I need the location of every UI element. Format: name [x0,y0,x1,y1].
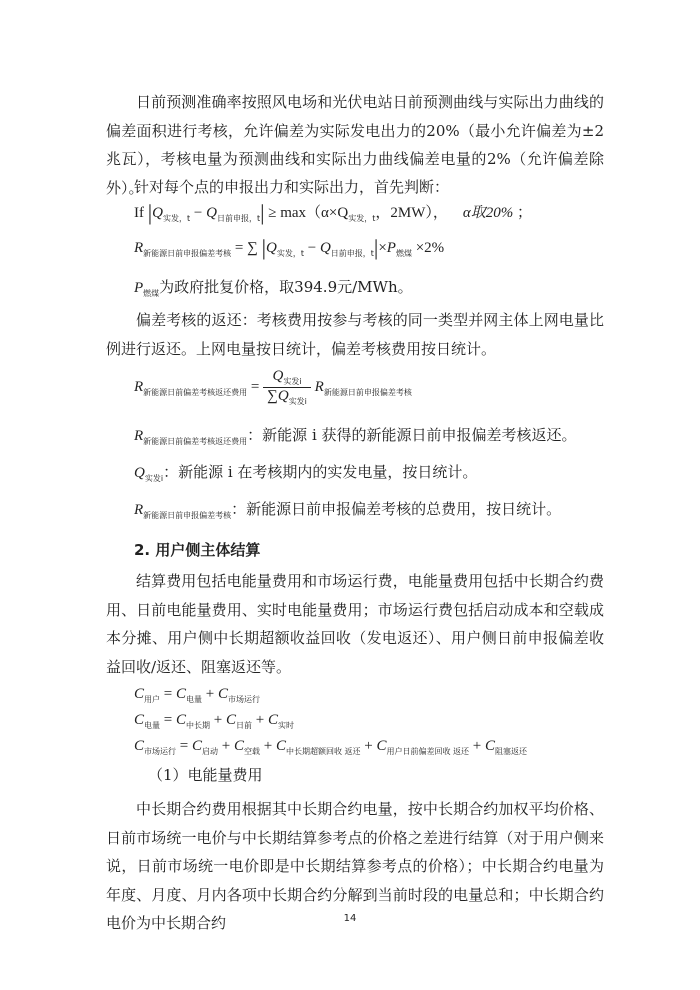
section-heading-user-settlement: 2. 用户侧主体结算 [134,541,261,559]
q-actual-subscript: 实发，t [276,249,304,258]
r-return-subscript: 新能源日前偏差考核返还费用 [143,437,248,446]
formula-user-cost: $C_{用户} = C_{电量} + C_{市场运行}$ [134,686,260,704]
q-declared-subscript: 日前申报，t [330,249,374,258]
formula-market-cost: $C_{市场运行} = C_{启动} + C_{空载} + C_{中长期超额回收 返还} + C_{用户日前偏差回收 返还} + C_{阻塞返还}$ [134,738,528,756]
c-longterm-subscript: 中长期 [186,721,210,730]
c-market-subscript: 市场运行 [227,695,260,704]
r-total-subscript: 新能源日前申报偏差考核 [323,387,412,397]
r-subscript: 新能源日前申报偏差考核 [143,249,232,258]
c-noload-subscript: 空载 [243,747,260,756]
page-number: 14 [343,913,357,924]
q-declared-subscript: 日前申报，t [216,214,261,223]
numerator-subscript: 实发i [283,377,302,386]
paragraph-return-rule: 偏差考核的返还：考核费用按参与考核的同一类型并网主体上网电量比例进行返还。上网电量按日统计，偏差考核费用按日统计。 [106,311,604,358]
subheading-energy-fee: （1）电能量费用 [148,766,263,784]
paragraph-accuracy-assessment: 日前预测准确率按照风电场和光伏电站日前预测曲线与实际出力曲线的偏差面积进行考核，允许偏差为实际发电出力的20%（最小允许偏差为±2兆瓦），考核电量为预测曲线和实际出力曲线偏差电量的2%（允许偏差除外）。 [106,93,604,197]
c-user-subscript: 用户 [144,695,161,704]
fraction: $\frac{Q_{实发i}}{\sum Q_{实发i}}$ [263,368,311,407]
definition-total-fee: $R_{新能源日前申报偏差考核}$：新能源日前申报偏差考核的总费用，按日统计。 [134,500,562,520]
denominator-subscript: 实发i [288,397,307,406]
formula-semicolon: ； [516,205,532,221]
definition-text: ：新能源日前申报偏差考核的总费用，按日统计。 [231,500,562,518]
c-market-subscript: 市场运行 [144,747,177,756]
coal-price-text: 为政府批复价格，取394.9元/MWh。 [159,278,413,296]
r-return-subscript: 新能源日前偏差考核返还费用 [143,387,248,397]
c-excess-subscript: 中长期超额回收 返还 [285,747,361,756]
c-dayahead-subscript: 日前 [235,721,252,730]
rhs-subscript: 实发，t [348,214,376,223]
if-keyword: If [134,205,144,221]
q-subscript: 实发i [144,474,164,483]
paragraph-coal-price: $P_{燃煤}$为政府批复价格，取394.9元/MWh。 [134,278,413,298]
c-energy-subscript: 电量 [144,721,161,730]
formula-deviation-condition: If $|Q_{实发,t} - Q_{日前申报,t}| \ge \max(\alpha\times Q_{实发,t}$，2MW）， α取20% ； [134,200,532,225]
p-subscript: 燃煤 [395,249,412,258]
definition-actual-energy: $Q_{实发i}$：新能源 i 在考核期内的实发电量，按日统计。 [134,463,478,483]
definition-return-fee: $R_{新能源日前偏差考核返还费用}$：新能源 i 获得的新能源日前申报偏差考核返还。 [134,426,577,446]
paragraph-settlement-fees: 结算费用包括电能量费用和市场运行费，电能量费用包括中长期合约费用、日前电能量费用、实时电能量费用；市场运行费包括启动成本和空载成本分摊、用户侧中长期超额收益回收（发电返还）、用户侧日前申报偏差收益回收/返还、阻塞返还等。 [106,572,604,676]
c-energy-subscript: 电量 [186,695,202,704]
p-subscript: 燃煤 [143,289,160,298]
max-expression: ≥ max（α×Q [268,205,349,221]
formula-deviation-fee: $R_{新能源日前申报偏差考核}$ = ∑ $|Q_{实发,t} - Q_{日前申报,t}|\times P_{燃煤} \times 2\%$ [134,235,445,260]
paragraph-judgement-intro: 针对每个点的申报出力和实际出力，首先判断： [134,178,450,196]
sum-sign: = ∑ [234,240,258,256]
rhs-tail: ，2MW）， [375,205,448,221]
c-congestion-subscript: 阻塞返还 [495,747,528,756]
definition-text: ：新能源 i 获得的新能源日前申报偏差考核返还。 [247,426,577,444]
paragraph-longterm-contract: 中长期合约费用根据其中长期合约电量，按中长期合约加权平均价格、日前市场统一电价与中长期结算参考点的价格之差进行结算（对于用户侧来说，日前市场统一电价即是中长期结算参考点的价格）；中长期合约电量为年度、月度、月内各项中长期合约分解到当前时段的电量总和；中长期合约电价为中长期合约 [106,800,604,932]
definition-text: ：新能源 i 在考核期内的实发电量，按日统计。 [163,463,478,481]
c-deviation-subscript: 用户日前偏差回收 返还 [386,747,470,756]
formula-return-fee: $R_{新能源日前偏差考核返还费用}$ = $\frac{Q_{实发i}}{\sum Q_{实发i}}$ $R_{新能源日前申报偏差考核}$ [134,368,412,406]
q-actual-subscript: 实发，t [163,214,191,223]
alpha-value: α取20% [462,205,514,221]
c-startup-subscript: 启动 [202,747,218,756]
formula-energy-cost: $C_{电量} = C_{中长期} + C_{日前} + C_{实时}$ [134,712,294,730]
factor-two-percent: ×2% [415,240,445,256]
r-total-subscript: 新能源日前申报偏差考核 [143,511,232,520]
c-realtime-subscript: 实时 [277,721,294,730]
